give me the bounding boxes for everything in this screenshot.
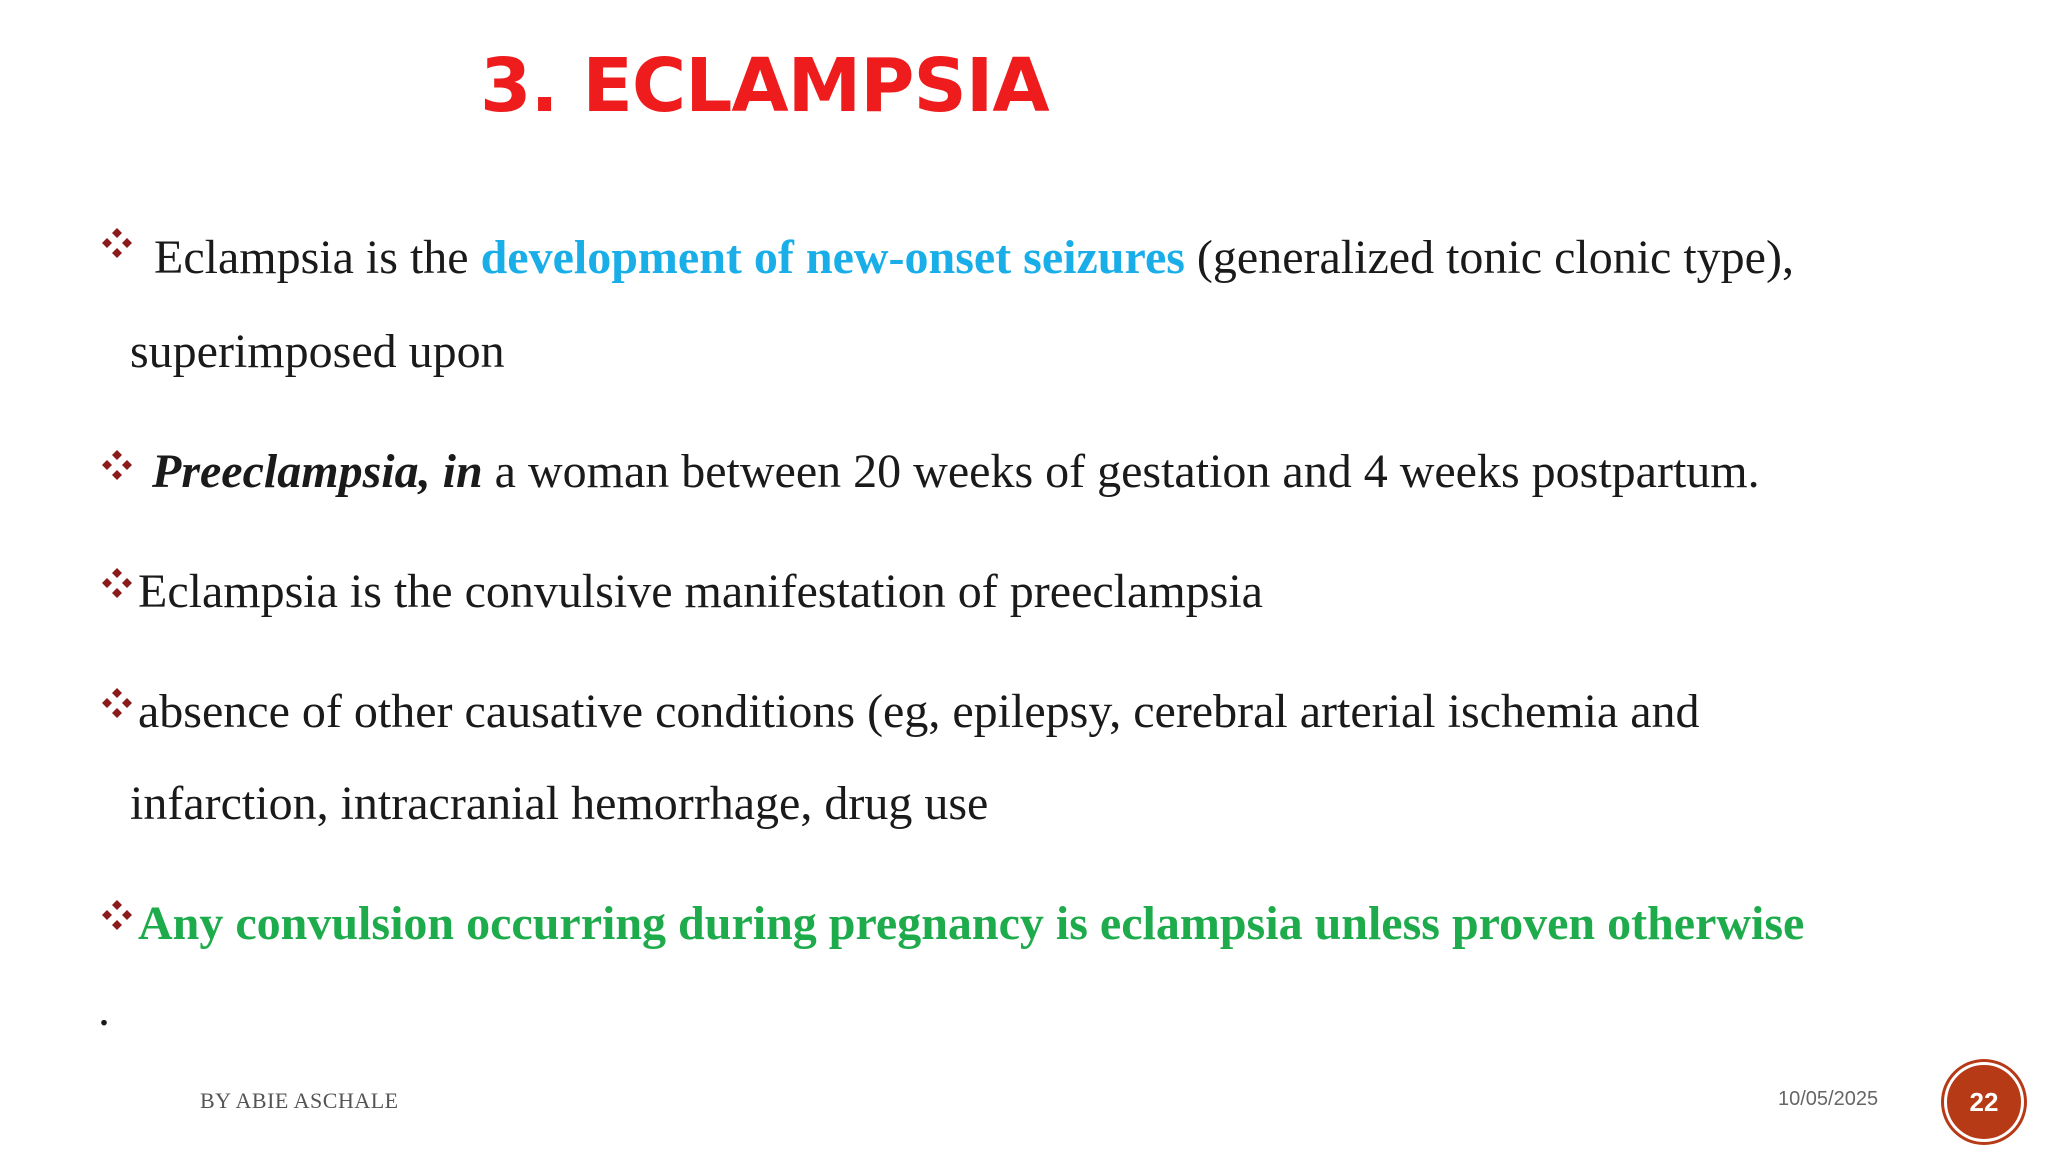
page-number-badge xyxy=(1944,1062,2024,1142)
bullet-3-line: Eclampsia is the convulsive manifestation of preeclampsia xyxy=(138,565,1263,618)
footer-author: BY ABIE ASCHALE xyxy=(200,1088,399,1113)
diamond-bullet-icon xyxy=(100,686,134,720)
bullet-5-line: Any convulsion occurring during pregnancy is eclampsia unless proven otherwise xyxy=(138,897,1805,950)
bullet-2-line xyxy=(152,442,1760,502)
trailing-dot: . xyxy=(98,983,110,1036)
bullet-1-continuation: superimposed upon xyxy=(130,325,505,378)
bullet-4-line: absence of other causative conditions (eg, epilepsy, cerebral arterial ischemia and xyxy=(138,685,1700,738)
diamond-bullet-icon xyxy=(100,448,134,482)
footer-date: 10/05/2025 xyxy=(1778,1088,1879,1110)
diamond-bullet-icon xyxy=(100,566,134,600)
slide-title: 3. ECLAMPSIA xyxy=(480,43,1049,129)
bullet-1-highlight: development of new-onset seizures xyxy=(480,231,1185,284)
bullet-2-emphasis: Preeclampsia, in xyxy=(152,445,483,498)
diamond-bullet-icon xyxy=(100,898,134,932)
page-number: 22 xyxy=(1969,1086,1999,1117)
diamond-bullet-icon xyxy=(100,226,134,260)
bullet-2-text: a woman between 20 weeks of gestation and 4 weeks postpartum. xyxy=(482,445,1760,498)
bullet-1-line xyxy=(154,228,1794,288)
bullet-1-text-a: Eclampsia is the xyxy=(154,231,481,284)
bullet-4-continuation: infarction, intracranial hemorrhage, drug use xyxy=(130,777,989,830)
bullet-1-text-b: (generalized tonic clonic type), xyxy=(1184,231,1794,284)
